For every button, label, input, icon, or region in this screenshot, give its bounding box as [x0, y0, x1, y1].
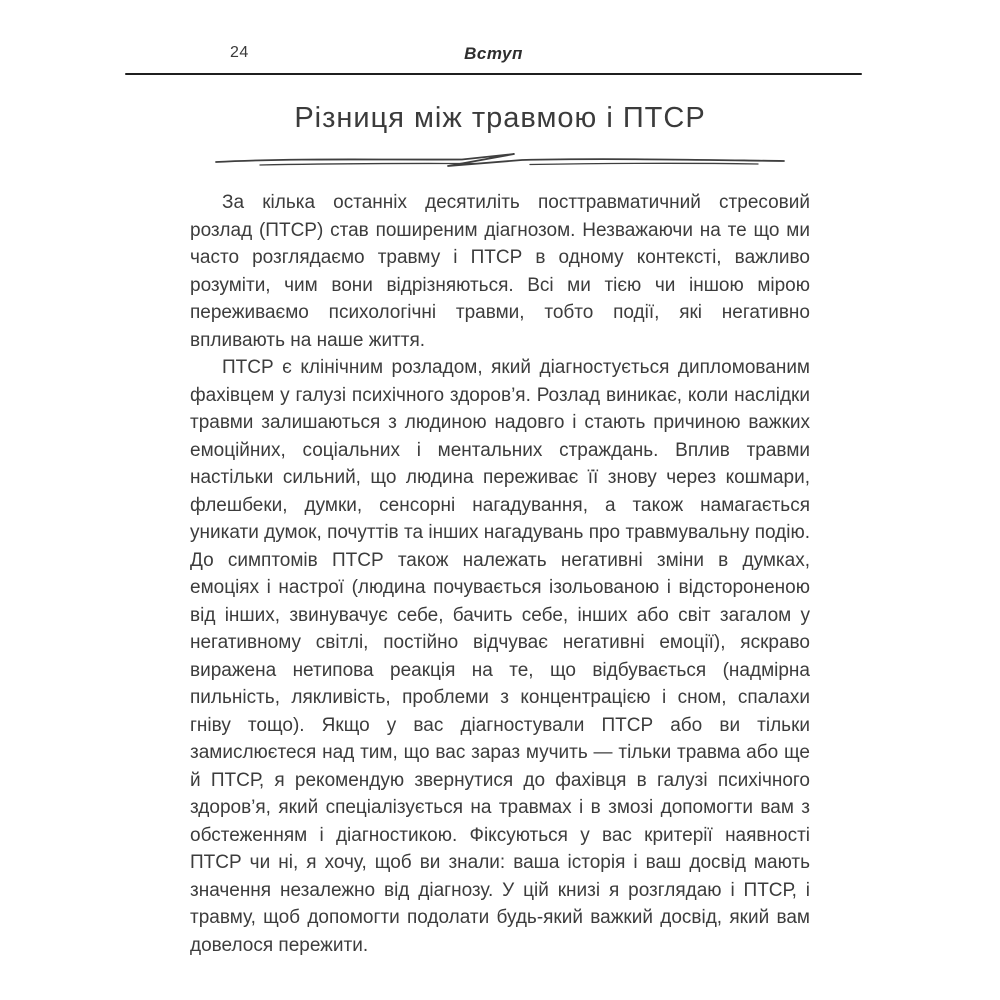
- decorative-squiggle-divider: [214, 151, 786, 173]
- paragraph-2: ПТСР є клінічним розладом, який діагностується дипломованим фахівцем у галузі психічного здоров’я. Розлад виникає, коли наслідки травми залишаються з людиною надовго і стають причиною важких емоційних, соціальних і ментальних страждань. Вплив травми настільки сильний, що людина переживає її знову через кошмари, флешбеки, думки, сенсорні нагадування, а також намагається уникати думок, почуттів та інших нагадувань про травмувальну подію. До симптомів ПТСР також належать негативні зміни в думках, емоціях і настрої (людина почувається ізольованою і відстороненою від інших, звинувачує себе, бачить себе, інших або світ загалом у негативному світлі, постійно відчуває негативні емоції), яскраво виражена нетипова реакція на те, що відбувається (надмірна пильність, лякливість, проблеми з концентрацією і сном, спалахи гніву тощо). Якщо у вас діагностували ПТСР або ви тільки замислюєтеся над тим, що вас зараз мучить — тільки травма або ще й ПТСР, я рекомендую звернутися до фахівця в галузі психічного здоров’я, який спеціалізується на травмах і в змозі допомогти вам з обстеженням і діагностикою. Фіксуються у вас критерії наявності ПТСР чи ні, я хочу, щоб ви знали: ваша історія і ваш досвід мають значення незалежно від діагнозу. У цій книзі я розглядаю і ПТСР, і травму, щоб допомогти подолати будь-який важкий досвід, який вам довелося пережити.: [190, 357, 810, 956]
- body-text: [190, 189, 810, 959]
- paragraph-1: За кілька останніх десятиліть посттравматичний стресовий розлад (ПТСР) став поширеним діагнозом. Незважаючи на те що ми часто розглядаємо травму і ПТСР в одному контексті, важливо розуміти, чим вони відрізняються. Всі ми тією чи іншою мірою переживаємо психологічні травми, тобто події, які негативно впливають на наше життя.: [190, 192, 810, 351]
- page-number: 24: [230, 44, 249, 61]
- chapter-title: Різниця між травмою і ПТСР: [294, 102, 706, 134]
- page-header: [125, 44, 862, 66]
- header-rule: [125, 73, 862, 75]
- running-header: Вступ: [464, 44, 523, 63]
